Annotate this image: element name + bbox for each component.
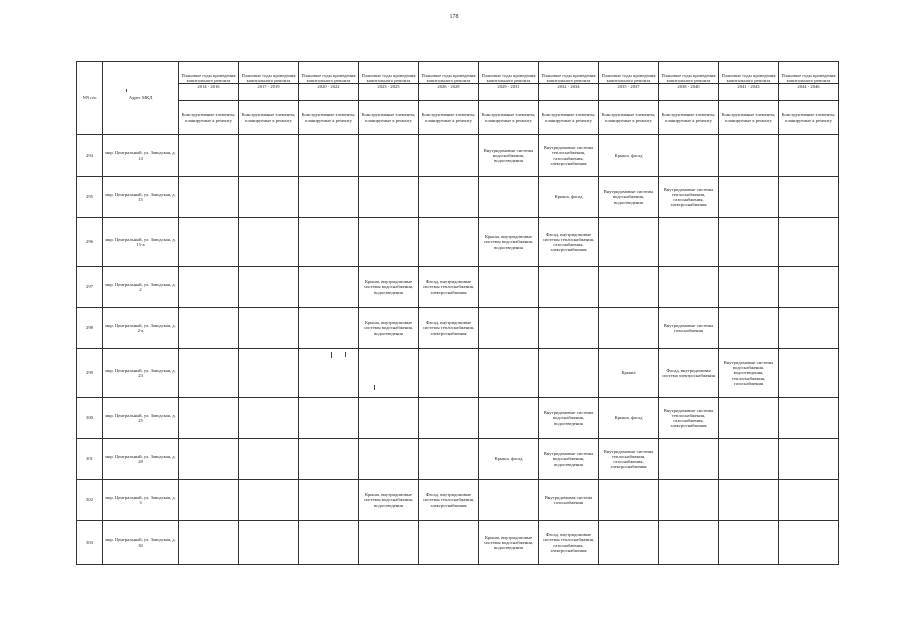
- repair-cell: [359, 521, 419, 565]
- period-label: Плановые годы проведения капитального ремонта: [541, 72, 596, 83]
- repair-cell: [299, 177, 359, 218]
- period-header: [479, 62, 539, 101]
- repair-cell: [239, 177, 299, 218]
- elements-subheader: Конструктивные элементы, планируемые к ремонту: [419, 101, 479, 135]
- repair-cell: Крыша: [599, 349, 659, 398]
- repair-cell: Внутридомовые системы теплоснабжения, газоснабжения, электроснабжения: [599, 439, 659, 480]
- repair-cell: [719, 521, 779, 565]
- repair-cell: Внутридомовые системы газоснабжения: [659, 308, 719, 349]
- repair-cell: Внутридомовые системы водоснабжения, водоотведения: [479, 135, 539, 177]
- repair-cell: Фасад, внутридомовые системы теплоснабжения, электроснабжения: [419, 308, 479, 349]
- repair-cell: [779, 349, 839, 398]
- repair-cell: [779, 218, 839, 267]
- repair-cell: [179, 521, 239, 565]
- repair-cell: [299, 439, 359, 480]
- period-header-row: [77, 62, 839, 101]
- period-years: 2017 - 2019: [239, 83, 298, 89]
- repair-cell: [659, 521, 719, 565]
- repair-cell: [239, 267, 299, 308]
- col-num-header: NN п/п: [77, 62, 103, 135]
- period-years: 2035 - 2037: [599, 83, 658, 89]
- row-address: мкр. Центральный, ул. Заводская, д. 30: [103, 521, 179, 565]
- repair-cell: [179, 135, 239, 177]
- period-years: 2044 - 2046: [779, 83, 838, 89]
- repair-cell: [299, 267, 359, 308]
- table-row: [77, 349, 839, 398]
- repair-cell: Крыша, фасад: [599, 135, 659, 177]
- repair-cell: [779, 177, 839, 218]
- repair-cell: Внутридомовые системы водоснабжения, водоотведения: [539, 439, 599, 480]
- repair-cell: Крыша, внутридомовые системы водоснабжения, водоотведения: [359, 267, 419, 308]
- repair-cell: Внутридомовые системы теплоснабжения, газоснабжения, электроснабжения: [539, 135, 599, 177]
- repair-cell: [359, 177, 419, 218]
- repair-cell: [719, 267, 779, 308]
- repair-cell: [299, 521, 359, 565]
- elements-subheader: Конструктивные элементы, планируемые к ремонту: [719, 101, 779, 135]
- period-years: 2038 - 2040: [659, 83, 718, 89]
- repair-cell: [179, 349, 239, 398]
- repair-cell: [239, 398, 299, 439]
- repair-cell: [179, 398, 239, 439]
- row-address: мкр. Центральный, ул. Заводская, д. 25: [103, 398, 179, 439]
- table-row: [77, 480, 839, 521]
- repair-cell: [659, 218, 719, 267]
- period-header: [659, 62, 719, 101]
- repair-cell: Фасад, внутридомовые системы теплоснабжения, газоснабжения, электроснабжения: [539, 218, 599, 267]
- repair-cell: [359, 439, 419, 480]
- repair-cell: [359, 218, 419, 267]
- repair-cell: Внутридомовые системы водоснабжения, водоотведения, теплоснабжения, газоснабжения: [719, 349, 779, 398]
- repair-cell: [479, 177, 539, 218]
- repair-cell: [779, 398, 839, 439]
- row-address: мкр. Центральный, ул. Заводская, д. 15: [103, 177, 179, 218]
- repair-cell: Фасад, внутридомовые системы теплоснабжения, газоснабжения, электроснабжения: [539, 521, 599, 565]
- row-address: мкр. Центральный, ул. Заводская, д. 3: [103, 480, 179, 521]
- repair-cell: Внутридомовые системы теплоснабжения, газоснабжения, электроснабжения: [659, 398, 719, 439]
- repair-cell: [719, 398, 779, 439]
- row-address: мкр. Центральный, ул. Заводская, д. 23: [103, 349, 179, 398]
- repair-cell: [179, 439, 239, 480]
- repair-cell: [419, 177, 479, 218]
- repair-cell: Крыша, внутридомовые системы водоснабжения, водоотведения: [359, 480, 419, 521]
- period-years: 2029 - 2031: [479, 83, 538, 89]
- row-number: 299: [77, 349, 103, 398]
- period-header: [599, 62, 659, 101]
- table-row: [77, 218, 839, 267]
- repair-cell: [479, 480, 539, 521]
- repair-cell: [719, 308, 779, 349]
- repair-cell: [299, 135, 359, 177]
- repair-cell: [719, 439, 779, 480]
- repair-cell: Крыша, внутридомовые системы водоснабжения, водоотведения: [479, 218, 539, 267]
- repair-cell: [539, 349, 599, 398]
- row-address: мкр. Центральный, ул. Заводская, д. 28: [103, 439, 179, 480]
- row-number: 297: [77, 267, 103, 308]
- repair-cell: [359, 135, 419, 177]
- period-years: 2026 - 2028: [419, 83, 478, 89]
- repair-cell: [659, 135, 719, 177]
- repair-cell: [419, 439, 479, 480]
- repair-cell: [239, 521, 299, 565]
- elements-subheader: Конструктивные элементы, планируемые к ремонту: [599, 101, 659, 135]
- table-row: [77, 439, 839, 480]
- period-years: 2020 - 2022: [299, 83, 358, 89]
- repair-cell: [239, 349, 299, 398]
- period-label: Плановые годы проведения капитального ремонта: [421, 72, 476, 83]
- capital-repair-table: [76, 61, 839, 565]
- repair-cell: [779, 267, 839, 308]
- table-row: [77, 308, 839, 349]
- period-header: [539, 62, 599, 101]
- repair-cell: [419, 521, 479, 565]
- repair-cell: [479, 349, 539, 398]
- repair-cell: Крыша, внутридомовые системы водоснабжения, водоотведения: [359, 308, 419, 349]
- repair-cell: [299, 398, 359, 439]
- elements-subheader: Конструктивные элементы, планируемые к ремонту: [539, 101, 599, 135]
- repair-cell: [659, 480, 719, 521]
- period-label: Плановые годы проведения капитального ремонта: [661, 72, 716, 83]
- repair-cell: [479, 267, 539, 308]
- table-row: [77, 398, 839, 439]
- repair-cell: Крыша, фасад: [539, 177, 599, 218]
- period-label: Плановые годы проведения капитального ремонта: [361, 72, 416, 83]
- period-header: [719, 62, 779, 101]
- repair-cell: [239, 308, 299, 349]
- repair-cell: Внутридомовые системы теплоснабжения, газоснабжения, электроснабжения: [659, 177, 719, 218]
- period-years: 2041 - 2043: [719, 83, 778, 89]
- period-header: [179, 62, 239, 101]
- period-header: [779, 62, 839, 101]
- period-label: Плановые годы проведения капитального ремонта: [181, 72, 236, 83]
- table-row: [77, 267, 839, 308]
- row-number: 298: [77, 308, 103, 349]
- repair-cell: Внутридомовые системы водоснабжения, водоотведения: [539, 398, 599, 439]
- repair-cell: [539, 267, 599, 308]
- repair-cell: [419, 218, 479, 267]
- repair-cell: [239, 439, 299, 480]
- period-header: [359, 62, 419, 101]
- repair-cell: [479, 308, 539, 349]
- repair-cell: [299, 308, 359, 349]
- repair-cell: [599, 480, 659, 521]
- elements-subheader: Конструктивные элементы, планируемые к ремонту: [179, 101, 239, 135]
- repair-cell: [299, 349, 359, 398]
- repair-cell: [599, 267, 659, 308]
- repair-cell: [239, 218, 299, 267]
- repair-cell: [779, 135, 839, 177]
- repair-cell: [179, 218, 239, 267]
- repair-cell: [599, 521, 659, 565]
- row-number: 303: [77, 521, 103, 565]
- repair-cell: [779, 308, 839, 349]
- repair-cell: [659, 267, 719, 308]
- elements-subheader: Конструктивные элементы, планируемые к ремонту: [479, 101, 539, 135]
- elements-subheader: Конструктивные элементы, планируемые к ремонту: [659, 101, 719, 135]
- repair-cell: [359, 349, 419, 398]
- repair-cell: [419, 135, 479, 177]
- repair-cell: Внутридомовые системы водоснабжения, водоотведения: [599, 177, 659, 218]
- row-number: 300: [77, 398, 103, 439]
- row-number: 295: [77, 177, 103, 218]
- repair-cell: [779, 439, 839, 480]
- repair-cell: [719, 135, 779, 177]
- repair-cell: [719, 177, 779, 218]
- repair-cell: Крыша, внутридомовые системы водоснабжения, водоотведения: [479, 521, 539, 565]
- repair-cell: [299, 218, 359, 267]
- repair-cell: [359, 398, 419, 439]
- repair-cell: Фасад, внутридомовые системы теплоснабжения, электроснабжения: [419, 480, 479, 521]
- row-address: мкр. Центральный, ул. Заводская, д. 2: [103, 267, 179, 308]
- period-label: Плановые годы проведения капитального ремонта: [781, 72, 836, 83]
- repair-cell: [179, 267, 239, 308]
- period-label: Плановые годы проведения капитального ремонта: [601, 72, 656, 83]
- period-years: 2014 - 2016: [179, 83, 238, 89]
- period-years: 2023 - 2025: [359, 83, 418, 89]
- repair-cell: [239, 480, 299, 521]
- period-header: [299, 62, 359, 101]
- row-number: 294: [77, 135, 103, 177]
- period-header: [419, 62, 479, 101]
- repair-cell: Крыша, фасад: [599, 398, 659, 439]
- elements-subheader: Конструктивные элементы, планируемые к ремонту: [239, 101, 299, 135]
- period-label: Плановые годы проведения капитального ремонта: [301, 72, 356, 83]
- repair-cell: Фасад, внутридомовые системы теплоснабжения, электроснабжения: [419, 267, 479, 308]
- elements-subheader: Конструктивные элементы, планируемые к ремонту: [299, 101, 359, 135]
- repair-cell: [299, 480, 359, 521]
- period-label: Плановые годы проведения капитального ремонта: [241, 72, 296, 83]
- row-number: 296: [77, 218, 103, 267]
- row-address: мкр. Центральный, ул. Заводская, д. 15-а: [103, 218, 179, 267]
- repair-cell: [779, 521, 839, 565]
- period-label: Плановые годы проведения капитального ремонта: [481, 72, 536, 83]
- repair-cell: Внутридомовая система газоснабжения: [539, 480, 599, 521]
- subheader-row: [77, 101, 839, 135]
- repair-cell: [479, 398, 539, 439]
- repair-cell: [539, 308, 599, 349]
- row-address: мкр. Центральный, ул. Заводская, д. 2-а: [103, 308, 179, 349]
- repair-cell: [659, 439, 719, 480]
- repair-cell: [179, 177, 239, 218]
- table-row: [77, 177, 839, 218]
- repair-cell: [599, 308, 659, 349]
- repair-cell: [419, 349, 479, 398]
- elements-subheader: Конструктивные элементы, планируемые к ремонту: [779, 101, 839, 135]
- repair-cell: [179, 308, 239, 349]
- repair-cell: Фасад, внутридомовая система электроснабжения: [659, 349, 719, 398]
- repair-cell: [719, 218, 779, 267]
- row-address: мкр. Центральный, ул. Заводская, д. 14: [103, 135, 179, 177]
- repair-cell: [179, 480, 239, 521]
- page-number: 178: [449, 14, 459, 20]
- repair-cell: [239, 135, 299, 177]
- period-years: 2032 - 2034: [539, 83, 598, 89]
- repair-cell: [779, 480, 839, 521]
- table-row: [77, 521, 839, 565]
- repair-cell: [599, 218, 659, 267]
- repair-cell: Крыша, фасад: [479, 439, 539, 480]
- repair-cell: [719, 480, 779, 521]
- period-header: [239, 62, 299, 101]
- row-number: 301: [77, 439, 103, 480]
- col-addr-header: Адрес МКД: [103, 62, 179, 135]
- period-label: Плановые годы проведения капитального ремонта: [721, 72, 776, 83]
- repair-cell: [419, 398, 479, 439]
- table-row: [77, 135, 839, 177]
- elements-subheader: Конструктивные элементы, планируемые к ремонту: [359, 101, 419, 135]
- row-number: 302: [77, 480, 103, 521]
